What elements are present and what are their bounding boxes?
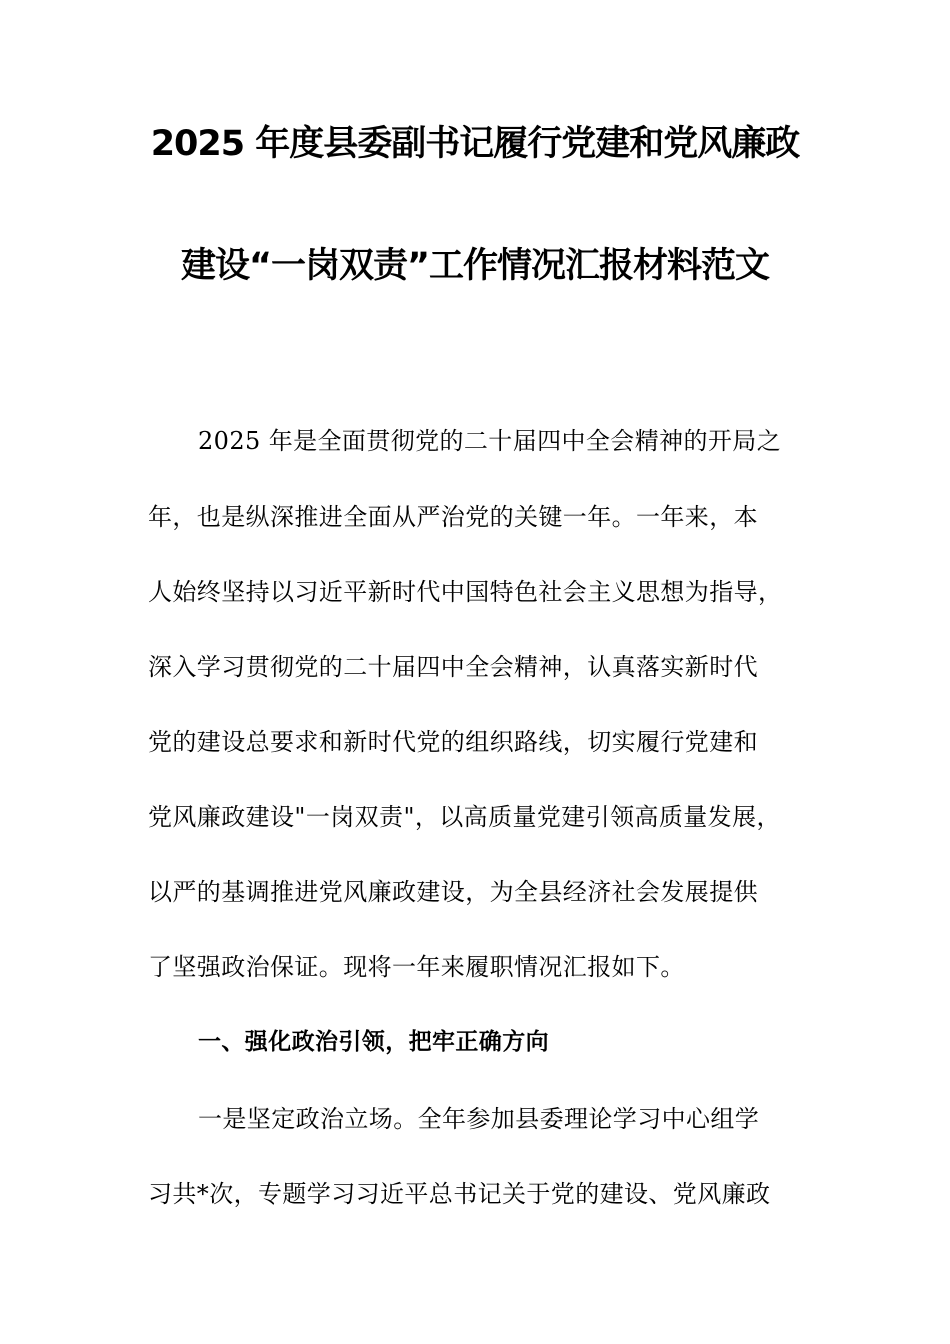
- paragraph-2-line-2: 习共*次，专题学习习近平总书记关于党的建设、党风廉政: [148, 1180, 771, 1208]
- paragraph-1-line-1: 2025 年是全面贯彻党的二十届四中全会精神的开局之: [198, 427, 782, 455]
- paragraph-1-line-6: 党风廉政建设"一岗双责"，以高质量党建引领高质量发展，: [148, 803, 781, 831]
- paragraph-1-line-7: 以严的基调推进党风廉政建设，为全县经济社会发展提供: [148, 878, 758, 906]
- paragraph-1-line-2: 年，也是纵深推进全面从严治党的关键一年。一年来，本: [148, 503, 758, 531]
- paragraph-1-line-4: 深入学习贯彻党的二十届四中全会精神，认真落实新时代: [148, 653, 758, 681]
- section-1-heading: 一、强化政治引领，把牢正确方向: [198, 1029, 549, 1055]
- document-title-line-2: 建设“一岗双责”工作情况汇报材料范文: [180, 246, 769, 286]
- paragraph-1-line-5: 党的建设总要求和新时代党的组织路线，切实履行党建和: [148, 728, 758, 756]
- paragraph-1-line-8: 了坚强政治保证。现将一年来履职情况汇报如下。: [148, 953, 685, 981]
- document-title-line-1: 2025 年度县委副书记履行党建和党风廉政: [150, 124, 800, 164]
- paragraph-1-line-3: 人始终坚持以习近平新时代中国特色社会主义思想为指导，: [148, 578, 783, 606]
- paragraph-2-line-1: 一是坚定政治立场。全年参加县委理论学习中心组学: [198, 1105, 760, 1133]
